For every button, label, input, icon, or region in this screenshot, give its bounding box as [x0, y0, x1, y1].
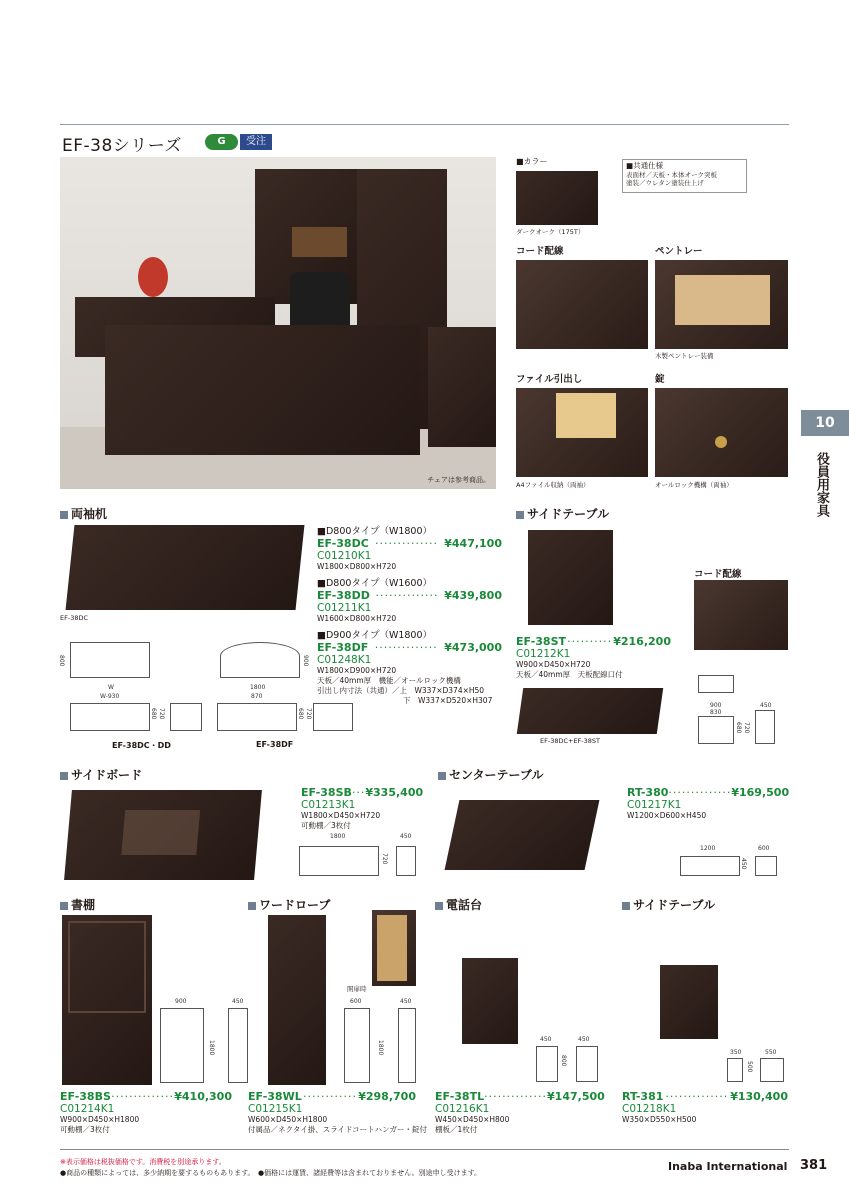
file-drawer-photo: [516, 388, 648, 477]
price-ef38bs: ¥410,300: [174, 1090, 232, 1103]
model-ef38df: EF-38DF: [317, 641, 369, 654]
side-table-elevation: [698, 716, 734, 744]
price-ef38sb: ¥335,400: [365, 786, 424, 799]
section-number-tab: 10: [801, 410, 849, 436]
model-ef38wl: EF-38WL: [248, 1090, 302, 1103]
dim-wl-1800: 1800: [377, 1040, 384, 1056]
model-ef38tl: EF-38TL: [435, 1090, 485, 1103]
wardrobe-elevation: [344, 1008, 370, 1083]
price-ef38dd: ¥439,800: [444, 589, 502, 602]
dim-st-720: 720: [743, 722, 750, 734]
bookshelf-photo: [62, 915, 152, 1085]
dim-st-830: 830: [710, 709, 722, 716]
wardrobe-open-label: 開扉時: [347, 985, 367, 993]
bookshelf-side: [228, 1008, 248, 1083]
center-table-photo: [445, 800, 600, 870]
header-rule: [60, 124, 789, 125]
dim-800: 800: [58, 655, 65, 667]
side-table-photo: [528, 530, 613, 625]
center-table-spec-block: RT-380 ·············· ¥169,500 C01217K1 W1200×D600×H450: [627, 786, 790, 820]
footer-delivery-note: ●商品の種類によっては、多少納期を要するものもあります。 ●価格には運賃、諸経費等は含まれておりません。別途申し受けます。: [60, 1169, 482, 1177]
spec-ef38st: W900×D450×H720: [516, 660, 591, 669]
footer-tax-note: ※表示価格は税抜価格です。消費税を別途承ります。: [60, 1158, 226, 1166]
dim-870: 870: [251, 693, 263, 700]
side-table-spec-block: EF-38ST ·········· ¥216,200 C01212K1 W900×D450×H720 天板／40mm厚 天板配線口付: [516, 635, 671, 679]
spec-ef38df-drawer-top: 引出し内寸法（共通）／上 W337×D374×H50: [317, 686, 485, 695]
g-mark-icon: G: [205, 134, 238, 150]
order-badge: 受注: [240, 134, 272, 150]
side-table-title: サイドテーブル: [516, 505, 609, 522]
ryosode-spec-block: ■D800タイプ（W1800） EF-38DC ·············· ¥447,100 C01210K1 W1800×D800×H720 ■D800タイプ（W1600） EF-38DD ·············· ¥439,800 C01211K1 W1600×D800×H720 ■D900タイプ（W1800） EF-38DF ·············· ¥473,000 C01248K1 W1800×D900×H720 天板／40mm厚 機能／オールロック機構 引出し内寸法（共通）／上 W337×D374×H50 下 W337×D520×H307: [317, 523, 502, 706]
sideboard-side: [396, 846, 416, 876]
spec-ef38sb: W1800×D450×H720: [301, 811, 381, 820]
dim-st-680: 680: [735, 722, 742, 734]
dim-680b: 680: [297, 708, 304, 720]
price-ef38dc: ¥447,100: [444, 537, 502, 550]
wardrobe-spec-block: EF-38WL ············ ¥298,700 C01215K1 W600×D450×H1800 付属品／ネクタイ掛、スライドコートハンガー・錠付: [248, 1090, 428, 1134]
spec-ef38sb-shelf: 可動棚／3枚付: [301, 821, 351, 830]
spec-ef38dd: W1600×D800×H720: [317, 614, 397, 623]
spec-ef38tl-shelf: 棚板／1枚付: [435, 1125, 478, 1134]
phone-stand-elevation: [536, 1046, 558, 1082]
model-ef38dd: EF-38DD: [317, 589, 370, 602]
code-ef38st: C01212K1: [516, 648, 571, 660]
side-table-cord-label: コード配線: [694, 569, 742, 580]
model-rt381: RT-381: [622, 1090, 664, 1103]
type1-heading: ■D800タイプ（W1800）: [317, 526, 433, 537]
center-table-side: [755, 856, 777, 876]
wardrobe-title: ワードローブ: [248, 896, 330, 913]
side-table2-title: サイドテーブル: [622, 896, 715, 913]
spec-ef38wl-accessory: 付属品／ネクタイ掛、スライドコートハンガー・錠付: [248, 1125, 428, 1134]
color-name: ダークオーク（175T）: [516, 228, 585, 236]
code-rt381: C01218K1: [622, 1103, 677, 1115]
model-ef38bs: EF-38BS: [60, 1090, 111, 1103]
combo-photo: [517, 688, 663, 734]
desk-dc-elevation: [70, 703, 150, 731]
common-spec-title: ■共通仕様: [626, 161, 664, 170]
section-vertical-label: 役員用家具: [814, 451, 829, 517]
code-ef38df: C01248K1: [317, 654, 372, 666]
side-table2-spec-block: RT-381 ·············· ¥130,400 C01218K1 W350×D550×H500: [622, 1090, 788, 1124]
bookshelf-spec-block: EF-38BS ·············· ¥410,300 C01214K1 W900×D450×H1800 可動棚／3枚付: [60, 1090, 232, 1134]
spec-rt380: W1200×D600×H450: [627, 811, 707, 820]
dim-rt381-500: 500: [746, 1061, 753, 1073]
dim-sb-720: 720: [381, 853, 388, 865]
spec-ef38df: W1800×D900×H720: [317, 666, 397, 675]
lock-caption: オールロック機構（両袖）: [655, 481, 733, 489]
dim-rt380-600: 600: [758, 845, 770, 852]
page-title: EF-38シリーズ: [62, 136, 182, 156]
cord-feature-label: コード配線: [516, 246, 564, 257]
wardrobe-open-photo: [372, 910, 416, 986]
dim-720a: 720: [158, 708, 165, 720]
dim-rt380-1200: 1200: [700, 845, 716, 852]
side-table-plan: [698, 675, 734, 693]
code-ef38sb: C01213K1: [301, 799, 356, 811]
dim-sb-450: 450: [400, 833, 412, 840]
dim-bs-1800: 1800: [208, 1040, 215, 1056]
pen-tray-photo: [655, 260, 788, 349]
pen-tray-caption: 木製ペントレー装備: [655, 352, 714, 360]
dim-wl-450: 450: [400, 998, 412, 1005]
spec-ef38df-drawer-bottom: 下 W337×D520×H307: [403, 696, 493, 705]
common-spec-box: [622, 159, 747, 193]
phone-stand-spec-block: EF-38TL ·············· ¥147,500 C01216K1 W450×D450×H800 棚板／1枚付: [435, 1090, 605, 1134]
spec-ef38dc: W1800×D800×H720: [317, 562, 397, 571]
lock-photo: [655, 388, 788, 477]
desk-df-elevation: [217, 703, 297, 731]
phone-stand-title: 電話台: [435, 896, 482, 913]
model-ef38dc: EF-38DC: [317, 537, 369, 550]
code-ef38wl: C01215K1: [248, 1103, 303, 1115]
type2-heading: ■D800タイプ（W1600）: [317, 578, 433, 589]
spec-rt381: W350×D550×H500: [622, 1115, 697, 1124]
hero-photo: [60, 157, 496, 489]
sideboard-photo: [64, 790, 262, 880]
spec-ef38tl: W450×D450×H800: [435, 1115, 510, 1124]
dim-720b: 720: [305, 708, 312, 720]
dim-rt381-350: 350: [730, 1049, 742, 1056]
dim-st-900: 900: [710, 702, 722, 709]
dim-bs-900: 900: [175, 998, 187, 1005]
code-ef38dc: C01210K1: [317, 550, 372, 562]
type3-heading: ■D900タイプ（W1800）: [317, 630, 433, 641]
price-ef38wl: ¥298,700: [358, 1090, 416, 1103]
hero-caption: チェアは参考商品。: [427, 476, 490, 484]
model-ef38sb: EF-38SB: [301, 786, 352, 799]
side-table-cord-photo: [694, 580, 788, 650]
desk-df-plan: [220, 642, 300, 678]
footer-rule: [60, 1149, 789, 1150]
drawing-label-dc-dd: EF-38DC・DD: [112, 741, 171, 750]
drawing-label-df: EF-38DF: [256, 740, 294, 749]
price-ef38st: ¥216,200: [613, 635, 671, 648]
price-ef38df: ¥473,000: [444, 641, 502, 654]
side-table2-photo: [660, 965, 718, 1039]
lock-label: 錠: [655, 374, 665, 385]
code-ef38tl: C01216K1: [435, 1103, 490, 1115]
desk-df-side: [313, 703, 353, 731]
dim-1800: 1800: [250, 684, 266, 691]
color-label: ■カラー: [516, 157, 548, 166]
color-swatch: [516, 171, 598, 225]
center-table-title: センターテーブル: [438, 766, 543, 783]
phone-stand-photo: [462, 958, 518, 1044]
spec-ef38bs-shelf: 可動棚／3枚付: [60, 1125, 110, 1134]
ryosode-photo: [66, 525, 305, 610]
dim-tl-450a: 450: [540, 1036, 552, 1043]
code-ef38dd: C01211K1: [317, 602, 372, 614]
common-spec-line1: 表面材／天板・本体オーク突板: [626, 170, 717, 179]
ryosode-photo-caption: EF-38DC: [60, 614, 89, 622]
cord-feature-photo: [516, 260, 648, 349]
spec-ef38bs: W900×D450×H1800: [60, 1115, 140, 1124]
dim-wl-600: 600: [350, 998, 362, 1005]
footer-brand: Inaba International: [668, 1160, 788, 1173]
file-drawer-caption: A4ファイル収納（両袖）: [516, 481, 590, 489]
desk-dc-side: [170, 703, 202, 731]
dim-w930: W-930: [100, 693, 120, 700]
price-ef38tl: ¥147,500: [547, 1090, 605, 1103]
page-number: 381: [800, 1158, 828, 1173]
combo-caption: EF-38DC+EF-38ST: [540, 737, 601, 745]
dim-rt381-550: 550: [765, 1049, 777, 1056]
dim-tl-450b: 450: [578, 1036, 590, 1043]
wardrobe-photo: [268, 915, 326, 1085]
price-rt381: ¥130,400: [730, 1090, 788, 1103]
dim-bs-450: 450: [232, 998, 244, 1005]
center-table-elevation: [680, 856, 740, 876]
file-drawer-label: ファイル引出し: [516, 374, 583, 385]
wardrobe-side: [398, 1008, 416, 1083]
bookshelf-elevation: [160, 1008, 204, 1083]
price-rt380: ¥169,500: [731, 786, 790, 799]
code-rt380: C01217K1: [627, 799, 682, 811]
dim-rt380-450: 450: [740, 858, 747, 870]
sideboard-title: サイドボード: [60, 766, 142, 783]
spec-ef38df-top: 天板／40mm厚 機能／オールロック機構: [317, 676, 461, 685]
code-ef38bs: C01214K1: [60, 1103, 115, 1115]
model-rt380: RT-380: [627, 786, 669, 799]
model-ef38st: EF-38ST: [516, 635, 566, 648]
dim-900: 900: [302, 655, 309, 667]
bookshelf-title: 書棚: [60, 896, 95, 913]
dim-sb-1800: 1800: [330, 833, 346, 840]
side-table2-elevation: [727, 1058, 743, 1082]
phone-stand-side: [576, 1046, 598, 1082]
side-table2-side: [760, 1058, 784, 1082]
dim-tl-800: 800: [560, 1055, 567, 1067]
pen-tray-label: ペントレー: [655, 246, 703, 257]
spec-ef38st-top: 天板／40mm厚 天板配線口付: [516, 670, 623, 679]
sideboard-spec-block: EF-38SB ··· ¥335,400 C01213K1 W1800×D450×H720 可動棚／3枚付: [301, 786, 424, 830]
dim-w: W: [108, 684, 114, 691]
dim-680a: 680: [150, 708, 157, 720]
dim-st-450: 450: [760, 702, 772, 709]
ryosode-title: 両袖机: [60, 505, 107, 522]
side-table-side: [755, 710, 775, 744]
sideboard-elevation: [299, 846, 379, 876]
spec-ef38wl: W600×D450×H1800: [248, 1115, 328, 1124]
common-spec-line2: 塗装／ウレタン塗装仕上げ: [626, 179, 704, 187]
desk-dc-plan: [70, 642, 150, 678]
